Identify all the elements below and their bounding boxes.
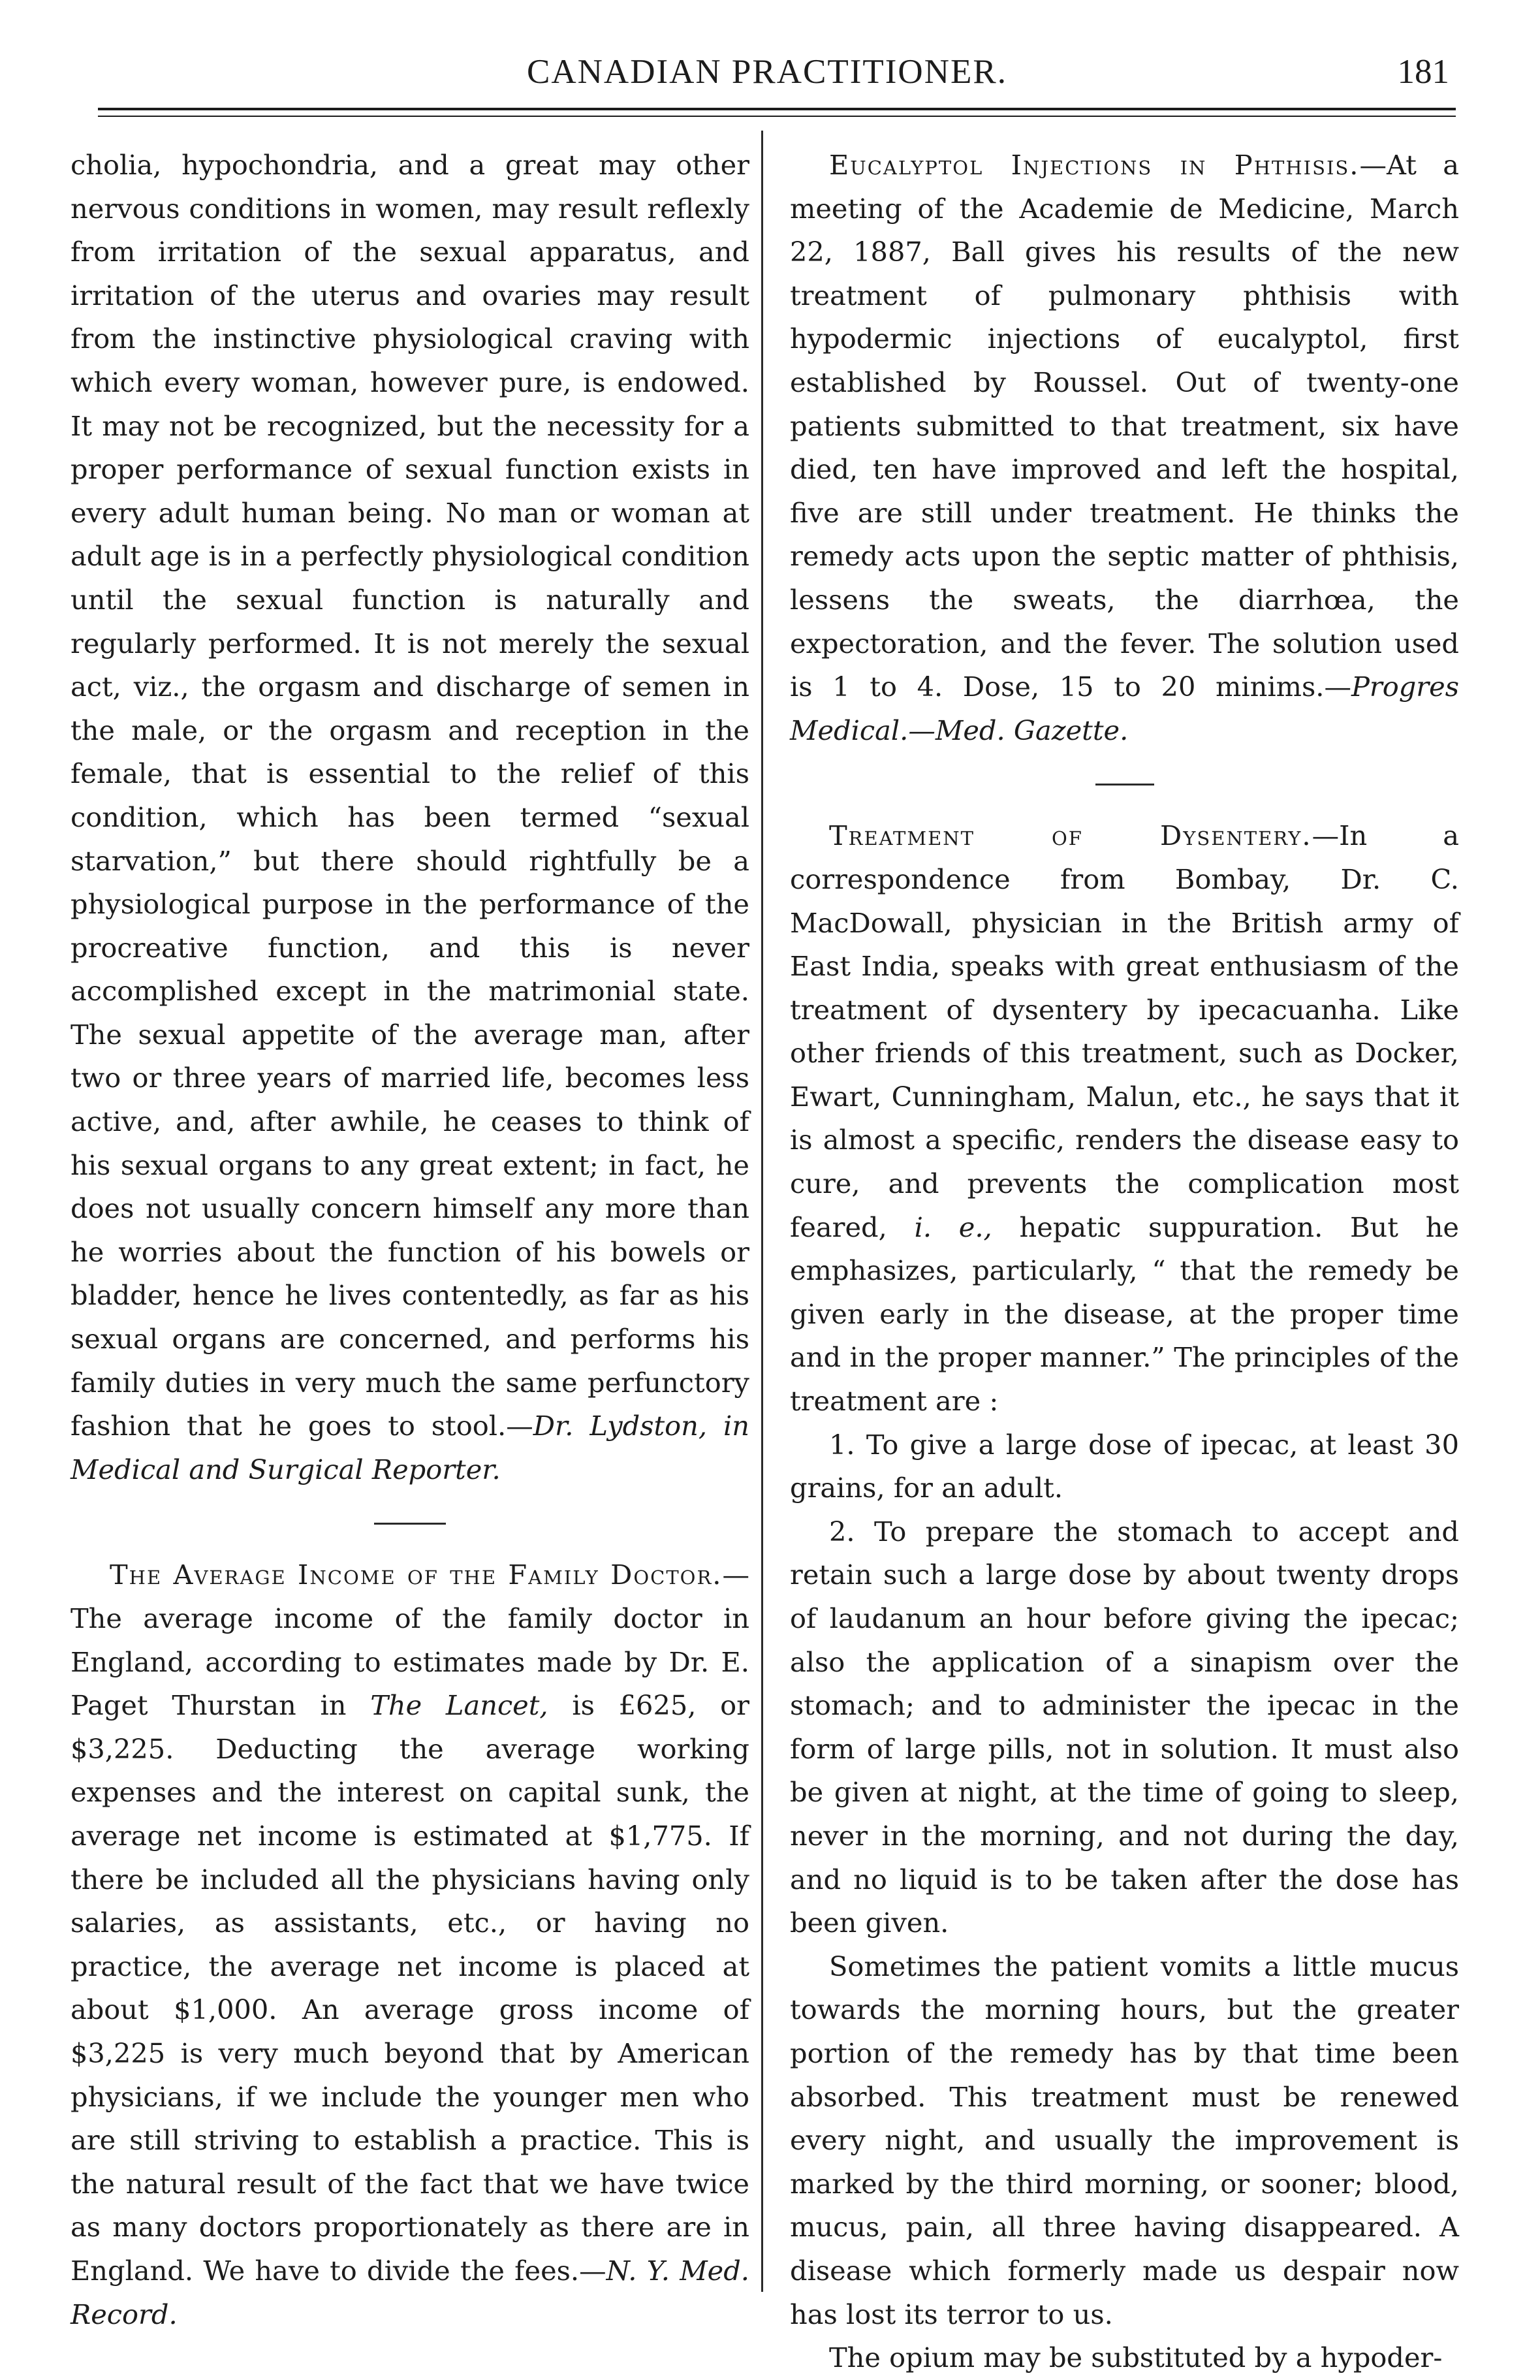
- article-heading: Eucalyptol Injections in Phthisis.: [829, 149, 1360, 181]
- paragraph-text: —At a meeting of the Academie de Medicine, March 22, 1887, Ball gives his results of the new treatment of pulmonary phthisis with hypodermic injections of eucalyptol, first established by Roussel. Out of twenty-one patients submitted to that treatment, six have died, ten have improved and left the hospital, five are still under treatment. He thinks the remedy acts upon the septic matter of phthisis, lessens the sweats, the diarrhœa, the expectoration, and the fever. The solution used is 1 to 4. Dose, 15 to 20 minims.—: [790, 149, 1459, 703]
- citation: Progres Medical.—Med. Gazette.: [790, 671, 1459, 746]
- paragraph-text: —The average income of the family doctor in England, according to estimates made by Dr. E. Paget Thurstan in: [71, 1559, 749, 1722]
- paragraph-vomiting: Sometimes the patient vomits a little mucus towards the morning hours, but the greater portion of the remedy has by that time been absorbed. This treatment must be renewed every night, and usually the improvement is marked by the third morning, or sooner; blood, mucus, pain, all three having disappeared. A disease which formerly made us despair now has lost its terror to us.: [790, 1950, 1459, 2330]
- running-header: [72, 47, 1462, 99]
- article-eucalyptol: [790, 144, 1459, 752]
- citation: N. Y. Med. Record.: [71, 2254, 750, 2330]
- article-sexual-function: [71, 144, 749, 1491]
- paragraph-text: —In a correspondence from Bombay, Dr. C. MacDowall, physician in the British army of East India, speaks with great enthusiasm of the treatment of dysentery by ipecacuanha. Like other friends of this treatment, such as Docker, Ewart, Cunningham, Malun, etc., he says that it is almost a specific, renders the disease easy to cure, and prevents the complication most feared,: [790, 819, 1459, 1243]
- column-divider: [761, 131, 763, 2292]
- section-separator: [1095, 784, 1154, 785]
- paragraph-text-cont: hepatic suppuration. But he emphasizes, particularly, “ that the remedy be given early in the disease, at the proper time and in the proper manner.” The principles of the treatment are :: [790, 1211, 1459, 1418]
- article-heading: The Average Income of the Family Doctor.: [110, 1559, 723, 1591]
- journal-name: The Lancet,: [370, 1689, 548, 1722]
- article-heading: Treatment of Dysentery.: [829, 819, 1312, 852]
- header-rule-thick: [98, 108, 1456, 110]
- header-rule-thin: [98, 116, 1456, 117]
- journal-title: CANADIAN PRACTITIONER.: [527, 53, 1007, 91]
- left-column: [71, 144, 749, 2336]
- treatment-item-1: 1. To give a large dose of ipecac, at least 30 grains, for an adult.: [790, 1428, 1459, 1504]
- treatment-item-2: 2. To prepare the stomach to accept and retain such a large dose by about twenty drops of laudanum an hour before giving the ipecac; also the application of a sinapism over the stomach; and to administer the ipecac in the form of large pills, not in solution. It must also be given at night, at the time of going to sleep, never in the morning, and not during the day, and no liquid is to be taken after the dose has been given.: [790, 1515, 1459, 1939]
- section-separator: [374, 1523, 446, 1525]
- article-average-income: [71, 1553, 749, 2336]
- abbreviation: i. e.,: [914, 1211, 992, 1243]
- article-dysentery: [790, 814, 1459, 1423]
- citation: Dr. Lydston, in Medical and Surgical Reporter.: [71, 1410, 749, 1485]
- paragraph-opium: The opium may be substituted by a hypoder-: [829, 2341, 1443, 2374]
- paragraph-text-cont: is £625, or $3,225. Deducting the average working expenses and the interest on capital sunk, the average net income is estimated at $1,775. If there be included all the physicians having only salaries, as assistants, etc., or having no practice, the average net income is placed at about $1,000. An average gross income of $3,225 is very much beyond that by American physicians, if we include the younger men who are still striving to establish a practice. This is the natural result of the fact that we have twice as many doctors proportionately as there are in England. We have to divide the fees.—: [71, 1689, 750, 2287]
- paragraph-text: cholia, hypochondria, and a great may other nervous conditions in women, may result reflexly from irritation of the sexual apparatus, and irritation of the uterus and ovaries may result from the instinctive physiological craving with which every woman, however pure, is endowed. It may not be recognized, but the necessity for a proper performance of sexual function exists in every adult human being. No man or woman at adult age is in a perfectly physiological condition until the sexual function is naturally and regularly performed. It is not merely the sexual act, viz., the orgasm and discharge of semen in the male, or the orgasm and reception in the female, that is essential to the relief of this condition, which has been termed “sexual starvation,” but there should rightfully be a physiological purpose in the performance of the procreative function, and this is never accomplished except in the matrimonial state. The sexual appetite of the average man, after two or three years of married life, becomes less active, and, after awhile, he ceases to think of his sexual organs to any great extent; in fact, he does not usually concern himself any more than he worries about the function of his bowels or bladder, hence he lives contentedly, as far as his sexual organs are concerned, and performs his family duties in very much the same perfunctory fashion that he goes to stool.—: [71, 149, 749, 1442]
- right-column: [790, 144, 1459, 2380]
- page-number: 181: [1397, 53, 1449, 91]
